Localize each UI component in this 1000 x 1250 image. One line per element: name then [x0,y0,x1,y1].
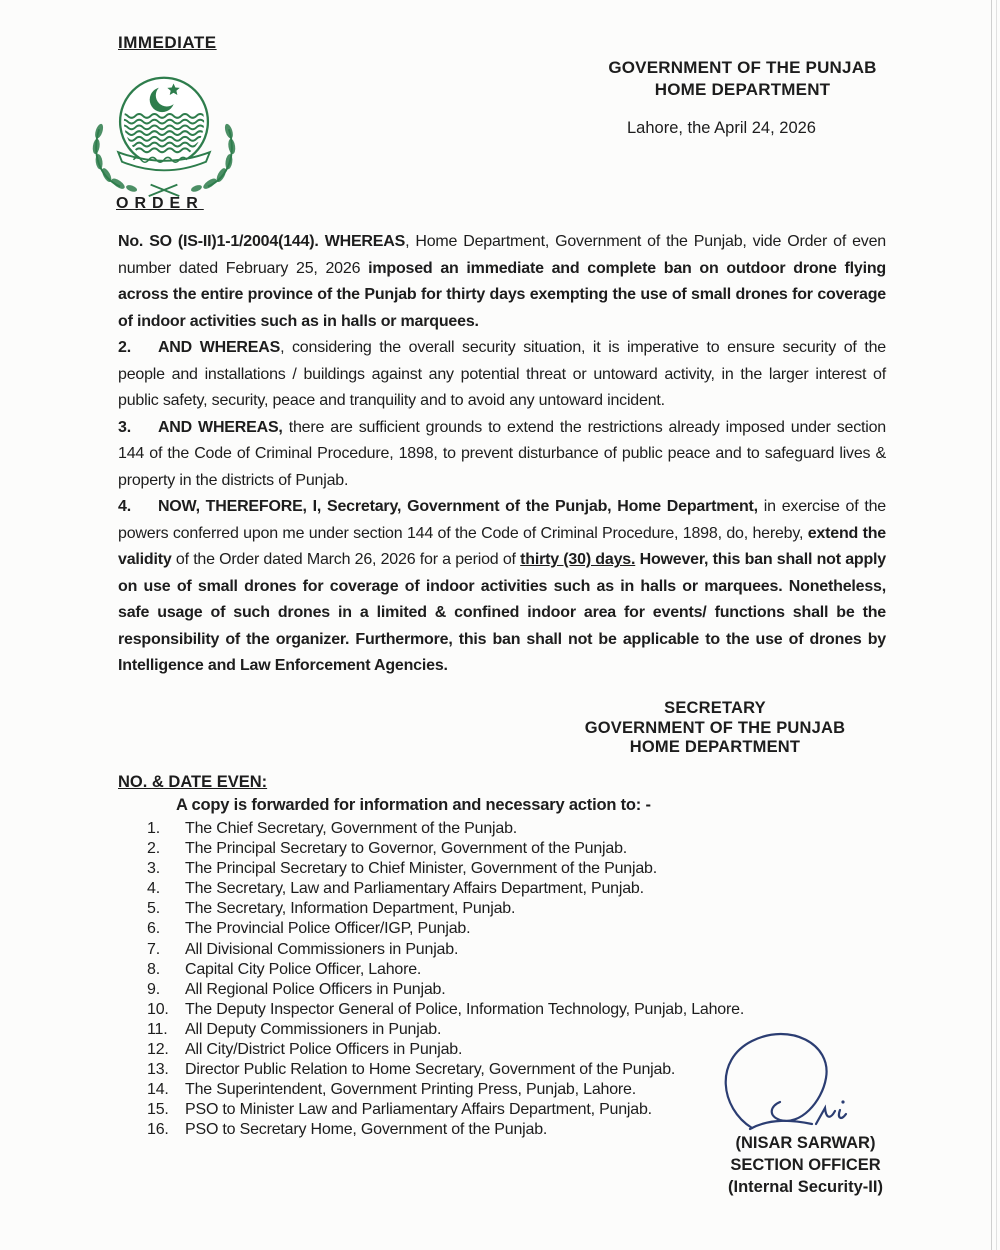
order-paragraph-3: 3. AND WHEREAS, there are sufficient grounds to extend the restrictions already imposed under section 144 of the Code of Criminal Procedure, 1898, to prevent disturbance of public peace and to safeguard lives & property in the districts of Punjab. [118,418,886,489]
distribution-item-number: 4. [147,880,160,898]
distribution-item-number: 16. [147,1121,169,1139]
distribution-item-text: All Regional Police Officers in Punjab. [185,980,446,998]
order-body [118,229,886,680]
handwritten-signature [712,1026,870,1144]
letterhead-org-line2: HOME DEPARTMENT [654,80,831,99]
distribution-item [147,980,867,1000]
distribution-item-text: The Principal Secretary to Governor, Government of the Punjab. [185,840,628,858]
signatory-title: SECTION OFFICER [730,1156,881,1174]
distribution-item-text: PSO to Minister Law and Parliamentary Affairs Department, Punjab. [185,1101,652,1119]
order-reference-number: No. SO (IS-II)1-1/2004(144). WHEREAS [118,233,406,250]
distribution-item-number: 14. [147,1081,169,1099]
distribution-item-number: 7. [147,940,160,958]
distribution-item [147,919,867,939]
distribution-item [147,899,867,919]
distribution-item-number: 11. [147,1020,168,1038]
distribution-item [147,1000,867,1020]
distribution-item-text: Capital City Police Officer, Lahore. [185,960,422,978]
distribution-item-number: 5. [147,900,160,918]
distribution-item-text: The Principal Secretary to Chief Minister, Government of the Punjab. [185,860,657,878]
distribution-intro: A copy is forwarded for information and necessary action to: - [176,796,651,814]
scan-edge-line [996,0,997,1250]
punjab-crest-logo [84,72,244,198]
validity-period: thirty (30) days. [520,551,636,568]
distribution-item-text: The Chief Secretary, Government of the Punjab. [185,820,518,837]
distribution-item [147,819,867,839]
letterhead [590,57,895,101]
signatory-department: (Internal Security-II) [728,1178,883,1196]
letterhead-org-line1: GOVERNMENT OF THE PUNJAB [608,58,877,77]
distribution-item-text: PSO to Secretary Home, Government of the Punjab. [185,1121,548,1139]
distribution-item-number: 13. [147,1061,169,1079]
scan-edge-line [991,0,992,1250]
distribution-item-text: All Deputy Commissioners in Punjab. [185,1020,442,1038]
urgency-label: IMMEDIATE [118,33,217,52]
distribution-item-number: 8. [147,960,160,978]
distribution-item-number: 9. [147,980,160,998]
signatory-name: (NISAR SARWAR) [735,1134,876,1152]
distribution-item-number: 6. [147,920,160,938]
distribution-item-number: 12. [147,1041,169,1059]
distribution-item [147,960,867,980]
distribution-item-text: Director Public Relation to Home Secretary, Government of the Punjab. [185,1061,676,1079]
distribution-item-number: 3. [147,860,160,878]
signing-authority-dept: HOME DEPARTMENT [629,738,801,756]
distribution-item-number: 2. [147,840,160,858]
signing-authority-block [565,699,865,758]
distribution-item [147,879,867,899]
distribution-item-number: 1. [147,820,160,837]
place-date: Lahore, the April 24, 2026 [627,119,816,137]
distribution-item-text: All City/District Police Officers in Punjab. [185,1041,463,1059]
distribution-item-text: All Divisional Commissioners in Punjab. [185,940,459,958]
distribution-item-number: 15. [147,1101,169,1119]
distribution-item-text: The Secretary, Information Department, Punjab. [185,900,516,918]
signing-authority-title: SECRETARY [664,699,766,717]
distribution-item-text: The Deputy Inspector General of Police, Information Technology, Punjab, Lahore. [185,1000,745,1018]
distribution-item [147,940,867,960]
order-paragraph-1: No. SO (IS-II)1-1/2004(144). WHEREAS, Home Department, Government of the Punjab, vide Order of even number dated February 25, 2026 imposed an immediate and complete ban on outdoor drone flying across the entire province of the Punjab for thirty days exempting the use of small drones for coverage of indoor activities such as in halls or marquees. [118,233,886,330]
order-paragraph-4: 4. NOW, THEREFORE, I, Secretary, Government of the Punjab, Home Department, in exercise of the powers conferred upon me under section 144 of the Code of Criminal Procedure, 1898, do, hereby, extend the validity of the Order dated March 26, 2026 for a period of thirty (30) days. However, this ban shall not apply on use of small drones for coverage of indoor activities such as in halls or marquees. Nonetheless, safe usage of such drones in a limited & confined indoor area for events/ functions shall be the responsibility of the organizer. Furthermore, this ban shall not be applicable to the use of drones by Intelligence and Law Enforcement Agencies. [118,498,887,674]
distribution-item-number: 10. [147,1000,169,1018]
distribution-item [147,859,867,879]
order-paragraph-2: 2. AND WHEREAS, considering the overall security situation, it is imperative to ensure security of the people and installations / buildings against any potential threat or untoward activity, in the larger interest of public safety, security, peace and tranquility and to avoid any untoward incident. [118,339,886,409]
signing-authority-org: GOVERNMENT OF THE PUNJAB [584,718,846,737]
signatory-block [698,1132,913,1198]
distribution-item [147,839,867,859]
order-heading: ORDER [116,195,204,212]
distribution-item-text: The Provincial Police Officer/IGP, Punjab. [185,920,471,938]
distribution-item-text: The Superintendent, Government Printing Press, Punjab, Lahore. [185,1081,636,1099]
distribution-item-text: The Secretary, Law and Parliamentary Affairs Department, Punjab. [185,880,644,898]
no-date-even-heading: NO. & DATE EVEN: [118,773,268,791]
